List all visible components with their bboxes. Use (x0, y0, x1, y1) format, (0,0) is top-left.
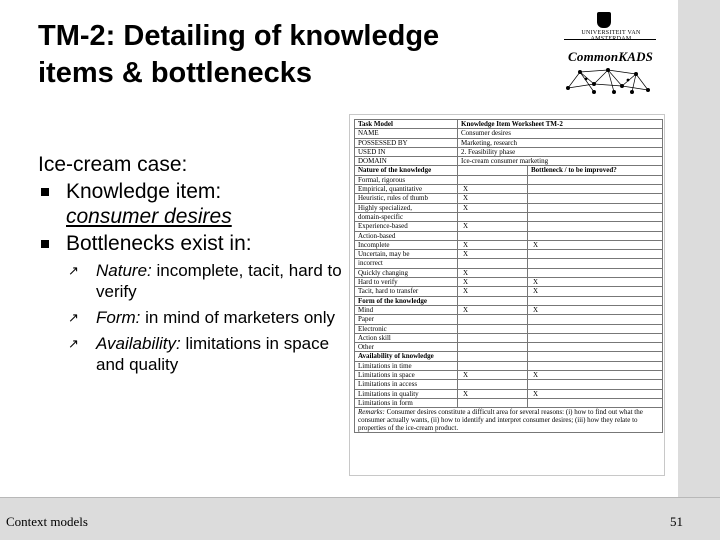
worksheet-row (355, 287, 663, 296)
worksheet-item-bottleneck (528, 380, 663, 389)
worksheet-item-mark (458, 333, 528, 342)
worksheet-item-mark: X (458, 194, 528, 203)
worksheet-item-label: Action skill (355, 333, 458, 342)
worksheet-table (354, 119, 663, 433)
subbullet-text: in mind of marketers only (140, 308, 336, 327)
worksheet-item-label: Experience-based (355, 222, 458, 231)
bullet-knowledge-item-label: Knowledge item: (66, 180, 222, 203)
worksheet-info-value: Ice-cream consumer marketing (458, 157, 663, 166)
worksheet-info-label: NAME (355, 129, 458, 138)
worksheet-header-right: Knowledge Item Worksheet TM-2 (458, 120, 663, 129)
worksheet-item-label: Quickly changing (355, 268, 458, 277)
worksheet-section-title: Availability of knowledge (355, 352, 458, 361)
worksheet-header-left: Task Model (355, 120, 458, 129)
worksheet-item-mark (458, 315, 528, 324)
worksheet-item-mark (458, 175, 528, 184)
worksheet-item-label: Paper (355, 315, 458, 324)
worksheet-item-label: Action-based (355, 231, 458, 240)
worksheet-item-mark (458, 231, 528, 240)
worksheet-item-label: Limitations in quality (355, 389, 458, 398)
worksheet-row (355, 129, 663, 138)
worksheet-section-title: Nature of the knowledge (355, 166, 458, 175)
worksheet-item-bottleneck (528, 343, 663, 352)
subbullet-label: Form: (96, 308, 141, 327)
network-graph-icon (564, 66, 652, 96)
arrow-bullet-icon: ↗ (68, 310, 79, 325)
worksheet-item-label: domain-specific (355, 212, 458, 221)
worksheet-info-label: DOMAIN (355, 157, 458, 166)
worksheet-item-bottleneck: X (528, 389, 663, 398)
worksheet-row (355, 343, 663, 352)
worksheet-item-bottleneck (528, 324, 663, 333)
worksheet-info-label: USED IN (355, 147, 458, 156)
worksheet-item-mark (458, 212, 528, 221)
worksheet-item-mark: X (458, 250, 528, 259)
worksheet-item-label: Incomplete (355, 240, 458, 249)
worksheet-item-bottleneck (528, 333, 663, 342)
arrow-bullet-icon: ↗ (68, 263, 79, 278)
footer-section-label: Context models (6, 514, 88, 529)
slide-title (38, 18, 538, 92)
knowledge-item-worksheet (349, 114, 665, 476)
worksheet-item-label: Heuristic, rules of thumb (355, 194, 458, 203)
worksheet-item-bottleneck (528, 361, 663, 370)
worksheet-row (355, 250, 663, 259)
worksheet-item-mark: X (458, 185, 528, 194)
worksheet-row (355, 240, 663, 249)
worksheet-item-bottleneck (528, 194, 663, 203)
commonkads-logo (560, 12, 656, 102)
worksheet-item-label: Uncertain, may be (355, 250, 458, 259)
worksheet-item-bottleneck (528, 212, 663, 221)
worksheet-row (355, 259, 663, 268)
worksheet-row (355, 361, 663, 370)
arrow-bullet-icon: ↗ (68, 336, 79, 351)
worksheet-section-title: Form of the knowledge (355, 296, 458, 305)
worksheet-item-bottleneck (528, 259, 663, 268)
worksheet-item-label: Mind (355, 305, 458, 314)
worksheet-row (355, 352, 663, 361)
worksheet-item-label: Limitations in form (355, 398, 458, 407)
worksheet-item-mark (458, 343, 528, 352)
worksheet-bottleneck-header: Bottleneck / to be improved? (528, 166, 663, 175)
worksheet-item-mark (458, 361, 528, 370)
worksheet-remarks-label: Remarks: (358, 408, 385, 417)
worksheet-item-bottleneck (528, 203, 663, 212)
worksheet-row (355, 389, 663, 398)
worksheet-item-mark: X (458, 287, 528, 296)
worksheet-row (355, 315, 663, 324)
worksheet-item-mark (458, 259, 528, 268)
worksheet-item-label: Tacit, hard to transfer (355, 287, 458, 296)
worksheet-item-label: Empirical, quantitative (355, 185, 458, 194)
worksheet-item-label: Limitations in access (355, 380, 458, 389)
worksheet-section-blank (528, 296, 663, 305)
worksheet-table-body (355, 120, 663, 433)
slide-content (38, 152, 348, 380)
subbullet-item (38, 307, 348, 328)
bullet-bottlenecks-label: Bottlenecks exist in: (66, 232, 252, 255)
worksheet-row (355, 398, 663, 407)
worksheet-item-label: Other (355, 343, 458, 352)
worksheet-row (355, 333, 663, 342)
bullet-knowledge-item (38, 179, 348, 229)
square-bullet-icon (41, 188, 49, 196)
worksheet-item-bottleneck (528, 315, 663, 324)
worksheet-item-bottleneck: X (528, 305, 663, 314)
worksheet-item-mark (458, 324, 528, 333)
worksheet-row (355, 278, 663, 287)
worksheet-item-mark: X (458, 222, 528, 231)
square-bullet-icon (41, 240, 49, 248)
worksheet-item-bottleneck: X (528, 371, 663, 380)
worksheet-item-bottleneck (528, 185, 663, 194)
worksheet-item-mark: X (458, 278, 528, 287)
page-number: 51 (670, 514, 683, 529)
subbullet-label: Nature: (96, 261, 152, 280)
worksheet-section-blank (528, 352, 663, 361)
worksheet-item-mark: X (458, 371, 528, 380)
worksheet-item-bottleneck (528, 222, 663, 231)
worksheet-item-bottleneck (528, 250, 663, 259)
worksheet-info-label: POSSESSED BY (355, 138, 458, 147)
worksheet-item-mark: X (458, 268, 528, 277)
worksheet-row (355, 268, 663, 277)
worksheet-item-label: Highly specialized, (355, 203, 458, 212)
worksheet-item-mark (458, 380, 528, 389)
worksheet-row (355, 324, 663, 333)
right-edge-strip (678, 0, 720, 540)
worksheet-item-label: Electronic (355, 324, 458, 333)
worksheet-item-mark: X (458, 203, 528, 212)
worksheet-section-blank (458, 296, 528, 305)
worksheet-row (355, 296, 663, 305)
subbullet-label: Availability: (96, 334, 181, 353)
worksheet-row (355, 185, 663, 194)
worksheet-item-bottleneck: X (528, 287, 663, 296)
worksheet-row (355, 212, 663, 221)
bullet-knowledge-item-value: consumer desires (66, 205, 232, 228)
subbullet-text: limitations in space and quality (96, 334, 330, 374)
worksheet-item-bottleneck (528, 175, 663, 184)
worksheet-row (355, 371, 663, 380)
logo-brand-text: CommonKADS (568, 49, 654, 64)
logo-divider (564, 39, 656, 40)
logo-university-text: UNIVERSITEIT VAN (581, 30, 641, 36)
worksheet-row (355, 120, 663, 129)
worksheet-section-blank (458, 166, 528, 175)
worksheet-item-bottleneck (528, 398, 663, 407)
worksheet-item-label: incorrect (355, 259, 458, 268)
worksheet-row (355, 157, 663, 166)
worksheet-row (355, 380, 663, 389)
slide-title-line1: TM-2: Detailing of knowledge (38, 20, 440, 52)
worksheet-remarks-row (355, 408, 663, 433)
worksheet-row (355, 147, 663, 156)
worksheet-item-bottleneck: X (528, 278, 663, 287)
worksheet-item-mark (458, 398, 528, 407)
bottleneck-subbullets (38, 260, 348, 375)
worksheet-item-label: Hard to verify (355, 278, 458, 287)
bullet-bottlenecks (38, 231, 348, 256)
worksheet-row (355, 138, 663, 147)
university-crest-icon (597, 12, 611, 28)
worksheet-item-mark: X (458, 389, 528, 398)
worksheet-row (355, 194, 663, 203)
subbullet-item (38, 333, 348, 375)
subbullet-item (38, 260, 348, 302)
worksheet-item-label: Limitations in space (355, 371, 458, 380)
slide-title-line2: items & bottlenecks (38, 57, 312, 89)
worksheet-info-value: 2. Feasibility phase (458, 147, 663, 156)
footer-bar (0, 497, 720, 540)
worksheet-section-blank (458, 352, 528, 361)
worksheet-item-bottleneck (528, 231, 663, 240)
worksheet-item-bottleneck: X (528, 240, 663, 249)
subbullet-text: incomplete, tacit, hard to verify (96, 261, 342, 301)
worksheet-remarks-cell (355, 408, 663, 433)
worksheet-item-bottleneck (528, 268, 663, 277)
worksheet-row (355, 175, 663, 184)
worksheet-row (355, 166, 663, 175)
case-title: Ice-cream case: (38, 153, 188, 176)
worksheet-item-mark: X (458, 305, 528, 314)
worksheet-item-mark: X (458, 240, 528, 249)
worksheet-row (355, 222, 663, 231)
worksheet-item-label: Limitations in time (355, 361, 458, 370)
worksheet-info-value: Marketing, research (458, 138, 663, 147)
worksheet-row (355, 203, 663, 212)
worksheet-item-label: Formal, rigorous (355, 175, 458, 184)
worksheet-row (355, 305, 663, 314)
worksheet-remarks-text: Consumer desires constitute a difficult area for several reasons: (i) how to find out what the consumer actually wants, (ii) how to identify and interpret consumer desires; (iii) how they relate to properties of the ice-cream product. (358, 408, 643, 433)
worksheet-info-value: Consumer desires (458, 129, 663, 138)
worksheet-row (355, 231, 663, 240)
